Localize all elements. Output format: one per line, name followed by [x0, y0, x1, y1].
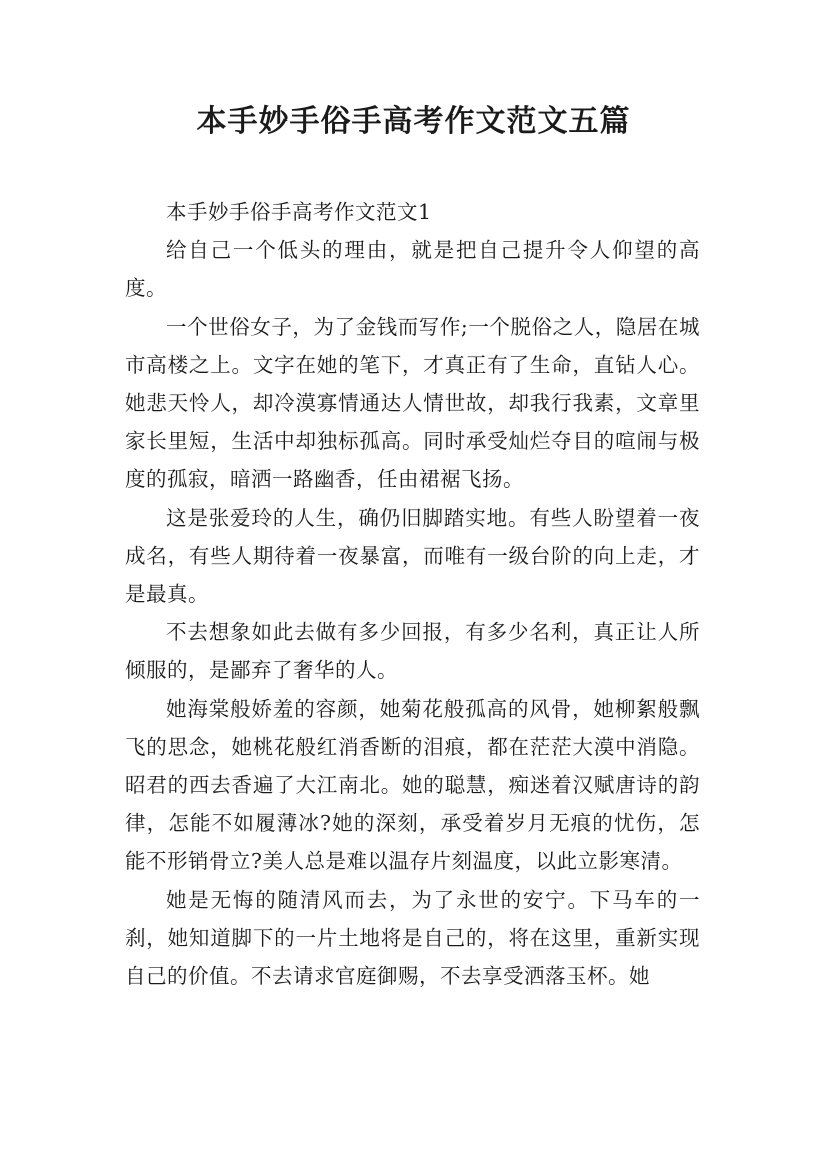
document-body [125, 193, 700, 995]
paragraph: 一个世俗女子，为了金钱而写作;一个脱俗之人，隐居在城市高楼之上。文字在她的笔下，才真正有了生命，直钻人心。她悲天怜人，却冷漠寡情通达人情世故，却我行我素，文章里家长里短，生活中却独标孤高。同时承受灿烂夺目的喧闹与极度的孤寂，暗洒一路幽香，任由裙裾飞扬。 [125, 314, 700, 492]
paragraph: 她是无悔的随清风而去，为了永世的安宁。下马车的一刹，她知道脚下的一片土地将是自己的，将在这里，重新实现自己的价值。不去请求官庭御赐，不去享受洒落玉杯。她 [125, 887, 700, 989]
section-heading: 本手妙手俗手高考作文范文1 [166, 200, 432, 224]
paragraph: 不去想象如此去做有多少回报，有多少名利，真正让人所倾服的，是鄙弃了奢华的人。 [125, 620, 700, 683]
document-title: 本手妙手俗手高考作文范文五篇 [196, 104, 631, 139]
paragraph: 给自己一个低头的理由，就是把自己提升令人仰望的高度。 [125, 238, 700, 301]
paragraph: 这是张爱玲的人生，确仍旧脚踏实地。有些人盼望着一夜成名，有些人期待着一夜暴富，而唯有一级台阶的向上走，才是最真。 [125, 505, 700, 607]
paragraph: 她海棠般娇羞的容颜，她菊花般孤高的风骨，她柳絮般飘飞的思念，她桃花般红消香断的泪痕，都在茫茫大漠中消隐。昭君的西去香遍了大江南北。她的聪慧，痴迷着汉赋唐诗的韵律，怎能不如履薄冰?她的深刻，承受着岁月无痕的忧伤，怎能不形销骨立?美人总是难以温存片刻温度，以此立影寒清。 [125, 696, 700, 874]
